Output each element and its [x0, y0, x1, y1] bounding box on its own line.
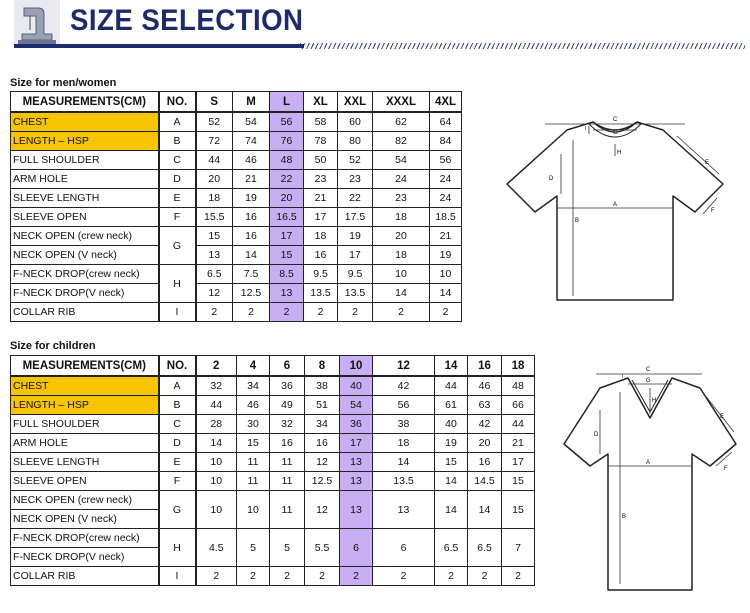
size-value: 19	[430, 246, 462, 265]
size-value: 17	[338, 246, 373, 265]
size-value: 2	[237, 567, 270, 586]
adult-size-table	[10, 91, 462, 322]
table-row	[11, 453, 535, 472]
size-value: 44	[435, 376, 468, 396]
size-value: 74	[233, 132, 270, 151]
children-section-caption: Size for children	[10, 340, 96, 352]
measurement-label: NECK OPEN (crew neck)	[11, 227, 159, 246]
size-value: 13	[373, 491, 435, 529]
size-value: 56	[270, 112, 304, 132]
size-value: 15.5	[196, 208, 233, 227]
column-header: MEASUREMENTS(CM)	[11, 356, 159, 377]
size-value: 18	[304, 227, 338, 246]
size-value: 15	[435, 453, 468, 472]
size-value: 13	[270, 284, 304, 303]
size-value: 46	[233, 151, 270, 170]
measurement-code: I	[159, 567, 196, 586]
child-diagram-label-f: F	[724, 466, 728, 472]
table-row	[11, 170, 462, 189]
size-value: 24	[430, 189, 462, 208]
size-value: 34	[237, 376, 270, 396]
size-value: 16	[270, 434, 305, 453]
measurement-code: A	[159, 376, 196, 396]
size-value: 51	[305, 396, 340, 415]
column-header: L	[270, 92, 304, 113]
table-row	[11, 132, 462, 151]
table-row	[11, 415, 535, 434]
column-header: 8	[305, 356, 340, 377]
size-value: 56	[430, 151, 462, 170]
size-value: 10	[237, 491, 270, 529]
column-header: NO.	[159, 356, 196, 377]
size-value: 6.5	[468, 529, 502, 567]
page-title: SIZE SELECTION	[70, 4, 304, 37]
measurement-label: ARM HOLE	[11, 434, 159, 453]
size-value: 22	[338, 189, 373, 208]
size-value: 20	[468, 434, 502, 453]
table-row	[11, 529, 535, 548]
size-value: 23	[304, 170, 338, 189]
measurement-label: FULL SHOULDER	[11, 415, 159, 434]
size-value: 2	[430, 303, 462, 322]
size-value: 19	[338, 227, 373, 246]
size-value: 6	[373, 529, 435, 567]
size-value: 6.5	[196, 265, 233, 284]
measurement-label: LENGTH – HSP	[11, 396, 159, 415]
size-value: 32	[196, 376, 237, 396]
size-value: 60	[338, 112, 373, 132]
table-row	[11, 208, 462, 227]
column-header: 4	[237, 356, 270, 377]
size-value: 63	[468, 396, 502, 415]
measurement-code: D	[159, 170, 196, 189]
table-row	[11, 396, 535, 415]
size-value: 14	[430, 284, 462, 303]
child-diagram-label-d: D	[594, 432, 599, 438]
size-value: 32	[270, 415, 305, 434]
size-value: 40	[340, 376, 373, 396]
size-value: 5.5	[305, 529, 340, 567]
size-value: 15	[502, 491, 535, 529]
measurement-code: I	[159, 303, 196, 322]
diagram-label-c: C	[613, 117, 618, 123]
column-header: XXL	[338, 92, 373, 113]
size-value: 14	[196, 434, 237, 453]
size-value: 50	[304, 151, 338, 170]
size-value: 62	[373, 112, 430, 132]
size-value: 16.5	[270, 208, 304, 227]
size-value: 44	[196, 151, 233, 170]
size-value: 20	[270, 189, 304, 208]
size-value: 18	[373, 434, 435, 453]
size-value: 10	[373, 265, 430, 284]
size-value: 2	[196, 303, 233, 322]
size-value: 38	[373, 415, 435, 434]
column-header: 18	[502, 356, 535, 377]
column-header: XL	[304, 92, 338, 113]
measurement-code: G	[159, 491, 196, 529]
size-value: 18.5	[430, 208, 462, 227]
size-value: 16	[304, 246, 338, 265]
size-value: 12	[305, 491, 340, 529]
adult-section-caption: Size for men/women	[10, 77, 117, 89]
table-row	[11, 284, 462, 303]
size-value: 21	[430, 227, 462, 246]
header	[0, 0, 750, 52]
size-value: 36	[340, 415, 373, 434]
size-value: 9.5	[338, 265, 373, 284]
measurement-label: CHEST	[11, 112, 159, 132]
size-value: 12.5	[305, 472, 340, 491]
child-diagram-label-h: H	[652, 398, 657, 404]
size-value: 42	[468, 415, 502, 434]
size-value: 30	[237, 415, 270, 434]
measurement-label: ARM HOLE	[11, 170, 159, 189]
child-diagram-label-c: C	[646, 367, 651, 373]
column-header: 10	[340, 356, 373, 377]
measurement-code: C	[159, 415, 196, 434]
size-value: 22	[270, 170, 304, 189]
size-value: 12	[305, 453, 340, 472]
measurement-code: A	[159, 112, 196, 132]
column-header: 16	[468, 356, 502, 377]
size-value: 15	[502, 472, 535, 491]
size-value: 2	[233, 303, 270, 322]
size-value: 20	[196, 170, 233, 189]
measurement-code: H	[159, 529, 196, 567]
table-row	[11, 151, 462, 170]
table-row	[11, 265, 462, 284]
size-value: 44	[196, 396, 237, 415]
size-value: 2	[340, 567, 373, 586]
measurement-code: G	[159, 227, 196, 265]
table-row	[11, 303, 462, 322]
measurement-label: NECK OPEN (V neck)	[11, 246, 159, 265]
size-value: 10	[196, 472, 237, 491]
measurement-code: E	[159, 453, 196, 472]
size-value: 19	[233, 189, 270, 208]
size-value: 2	[270, 567, 305, 586]
crew-neck-tshirt-diagram	[505, 112, 725, 302]
v-neck-tshirt-diagram	[560, 362, 740, 592]
size-value: 56	[373, 396, 435, 415]
size-value: 64	[430, 112, 462, 132]
measurement-code: B	[159, 396, 196, 415]
measurement-code: F	[159, 208, 196, 227]
size-value: 11	[237, 472, 270, 491]
size-value: 11	[270, 472, 305, 491]
column-header: M	[233, 92, 270, 113]
size-value: 7	[502, 529, 535, 567]
size-value: 61	[435, 396, 468, 415]
measurement-code: F	[159, 472, 196, 491]
table-row	[11, 227, 462, 246]
child-diagram-label-e: E	[720, 414, 725, 420]
measurement-code: D	[159, 434, 196, 453]
measurement-label: SLEEVE OPEN	[11, 208, 159, 227]
table-row	[11, 246, 462, 265]
size-value: 13	[196, 246, 233, 265]
measurement-label: F-NECK DROP(crew neck)	[11, 529, 159, 548]
size-value: 15	[196, 227, 233, 246]
size-value: 12	[196, 284, 233, 303]
measurement-label: F-NECK DROP(crew neck)	[11, 265, 159, 284]
child-diagram-label-g: G	[646, 378, 651, 384]
size-value: 48	[502, 376, 535, 396]
size-value: 21	[233, 170, 270, 189]
size-value: 14	[373, 453, 435, 472]
size-value: 38	[305, 376, 340, 396]
measurement-label: F-NECK DROP(V neck)	[11, 284, 159, 303]
size-value: 2	[373, 567, 435, 586]
size-value: 72	[196, 132, 233, 151]
size-value: 4.5	[196, 529, 237, 567]
measurement-code: C	[159, 151, 196, 170]
size-value: 11	[270, 453, 305, 472]
size-value: 46	[468, 376, 502, 396]
size-value: 17	[340, 434, 373, 453]
size-value: 80	[338, 132, 373, 151]
size-value: 66	[502, 396, 535, 415]
sewing-machine-icon	[14, 0, 60, 46]
size-value: 24	[430, 170, 462, 189]
column-header: 2	[196, 356, 237, 377]
measurement-label: F-NECK DROP(V neck)	[11, 548, 159, 567]
size-value: 11	[270, 491, 305, 529]
size-value: 15	[237, 434, 270, 453]
size-value: 16	[468, 453, 502, 472]
measurement-code: B	[159, 132, 196, 151]
size-value: 16	[233, 208, 270, 227]
size-value: 7.5	[233, 265, 270, 284]
column-header: 12	[373, 356, 435, 377]
measurement-label: COLLAR RIB	[11, 303, 159, 322]
table-row	[11, 112, 462, 132]
size-value: 23	[338, 170, 373, 189]
table-row	[11, 434, 535, 453]
size-value: 2	[502, 567, 535, 586]
size-value: 13	[340, 453, 373, 472]
measurement-label: NECK OPEN (V neck)	[11, 510, 159, 529]
size-value: 46	[237, 396, 270, 415]
measurement-code: H	[159, 265, 196, 303]
size-value: 17	[270, 227, 304, 246]
size-value: 16	[233, 227, 270, 246]
size-value: 54	[340, 396, 373, 415]
size-value: 2	[468, 567, 502, 586]
child-diagram-label-b: B	[622, 514, 627, 520]
size-value: 36	[270, 376, 305, 396]
size-value: 14	[435, 491, 468, 529]
size-value: 10	[430, 265, 462, 284]
size-value: 54	[233, 112, 270, 132]
size-value: 14	[435, 472, 468, 491]
size-value: 20	[373, 227, 430, 246]
size-value: 82	[373, 132, 430, 151]
measurement-label: COLLAR RIB	[11, 567, 159, 586]
size-value: 28	[196, 415, 237, 434]
size-value: 78	[304, 132, 338, 151]
diagram-label-d: D	[549, 176, 554, 182]
size-value: 2	[304, 303, 338, 322]
size-value: 6	[340, 529, 373, 567]
diagram-label-f: F	[711, 208, 715, 214]
size-value: 2	[270, 303, 304, 322]
table-row	[11, 189, 462, 208]
size-value: 17	[304, 208, 338, 227]
size-value: 9.5	[304, 265, 338, 284]
size-value: 18	[373, 246, 430, 265]
measurement-label: NECK OPEN (crew neck)	[11, 491, 159, 510]
diagram-label-e: E	[705, 160, 710, 166]
size-value: 13.5	[373, 472, 435, 491]
column-header: 6	[270, 356, 305, 377]
child-diagram-label-a: A	[646, 460, 651, 466]
column-header: S	[196, 92, 233, 113]
size-value: 21	[502, 434, 535, 453]
size-value: 58	[304, 112, 338, 132]
size-value: 13.5	[338, 284, 373, 303]
column-header: XXXL	[373, 92, 430, 113]
size-value: 13	[340, 491, 373, 529]
size-value: 2	[196, 567, 237, 586]
size-value: 8.5	[270, 265, 304, 284]
size-value: 52	[196, 112, 233, 132]
size-value: 34	[305, 415, 340, 434]
table-row	[11, 472, 535, 491]
size-value: 6.5	[435, 529, 468, 567]
measurement-label: FULL SHOULDER	[11, 151, 159, 170]
measurement-label: LENGTH – HSP	[11, 132, 159, 151]
size-value: 18	[196, 189, 233, 208]
column-header: MEASUREMENTS(CM)	[11, 92, 159, 113]
size-value: 2	[338, 303, 373, 322]
size-value: 24	[373, 170, 430, 189]
size-value: 14.5	[468, 472, 502, 491]
size-value: 19	[435, 434, 468, 453]
measurement-label: CHEST	[11, 376, 159, 396]
size-value: 23	[373, 189, 430, 208]
measurement-label: SLEEVE OPEN	[11, 472, 159, 491]
measurement-label: SLEEVE LENGTH	[11, 189, 159, 208]
size-value: 14	[373, 284, 430, 303]
size-value: 14	[468, 491, 502, 529]
size-value: 42	[373, 376, 435, 396]
size-value: 16	[305, 434, 340, 453]
diagram-label-b: B	[575, 218, 580, 224]
size-value: 2	[373, 303, 430, 322]
table-header-row	[11, 92, 462, 113]
size-value: 21	[304, 189, 338, 208]
table-header-row	[11, 356, 535, 377]
column-header: 14	[435, 356, 468, 377]
size-value: 2	[305, 567, 340, 586]
children-size-table	[10, 355, 535, 586]
size-value: 49	[270, 396, 305, 415]
size-value: 11	[237, 453, 270, 472]
table-row	[11, 567, 535, 586]
size-value: 17.5	[338, 208, 373, 227]
diagram-label-i: I	[585, 126, 587, 132]
size-value: 54	[373, 151, 430, 170]
measurement-label: SLEEVE LENGTH	[11, 453, 159, 472]
measurement-code: E	[159, 189, 196, 208]
table-row	[11, 376, 535, 396]
size-value: 18	[373, 208, 430, 227]
title-underline-hatch	[300, 43, 745, 49]
size-value: 2	[435, 567, 468, 586]
size-value: 10	[196, 453, 237, 472]
size-value: 5	[270, 529, 305, 567]
size-value: 14	[233, 246, 270, 265]
size-value: 13	[340, 472, 373, 491]
diagram-label-g: G	[613, 130, 618, 136]
size-value: 76	[270, 132, 304, 151]
size-value: 12.5	[233, 284, 270, 303]
table-row	[11, 491, 535, 510]
size-value: 84	[430, 132, 462, 151]
size-value: 5	[237, 529, 270, 567]
size-value: 44	[502, 415, 535, 434]
size-value: 13.5	[304, 284, 338, 303]
size-value: 52	[338, 151, 373, 170]
size-value: 40	[435, 415, 468, 434]
title-underline	[14, 44, 304, 48]
diagram-label-h: H	[617, 150, 622, 156]
size-value: 48	[270, 151, 304, 170]
size-value: 10	[196, 491, 237, 529]
size-value: 17	[502, 453, 535, 472]
diagram-label-a: A	[613, 202, 618, 208]
child-diagram-label-i: I	[622, 374, 624, 380]
size-value: 15	[270, 246, 304, 265]
column-header: 4XL	[430, 92, 462, 113]
column-header: NO.	[159, 92, 196, 113]
